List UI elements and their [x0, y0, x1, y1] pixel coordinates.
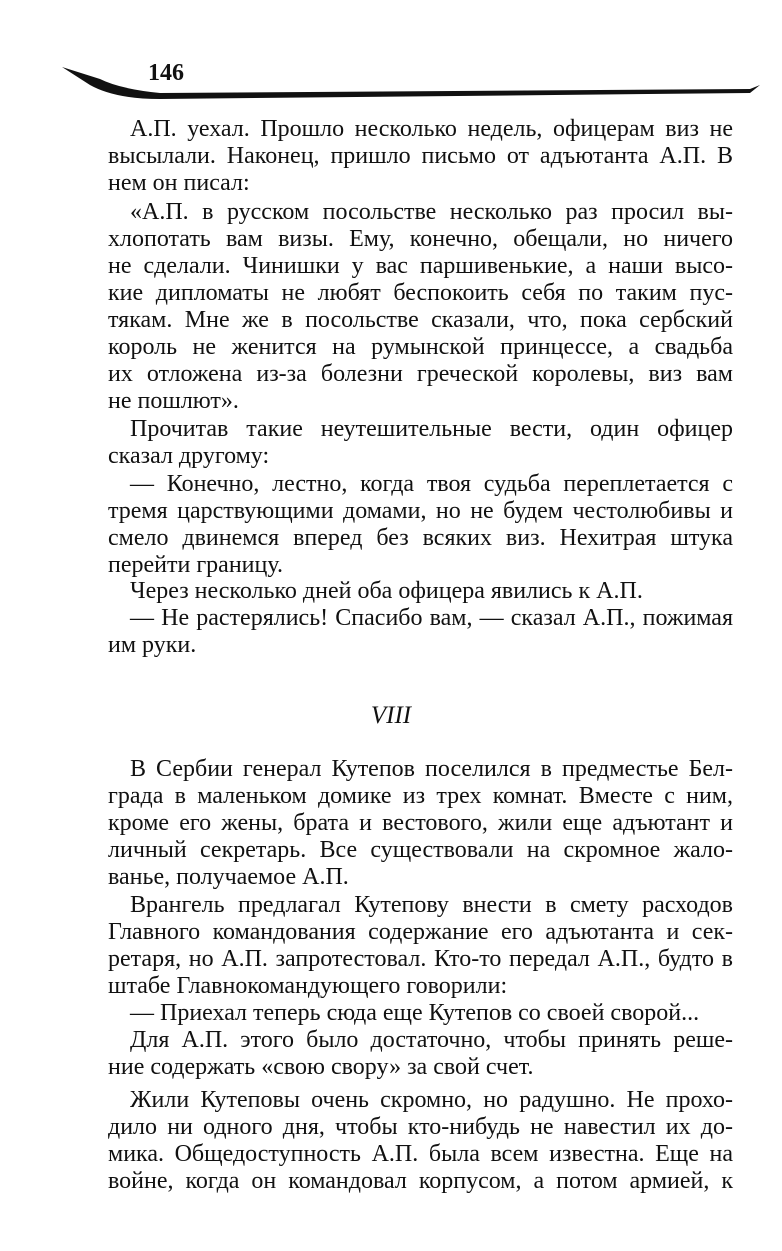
text-line: перейти границу.	[108, 552, 283, 578]
text-line: тремя царствующими домами, но не будем честолюбивы и	[108, 498, 733, 524]
text-line: Жили Кутеповы очень скромно, но радушно. Не прохо-	[130, 1087, 733, 1113]
text-line: Прочитав такие неутешительные вести, один офицер	[130, 416, 733, 442]
chapter-heading: VIII	[370, 702, 412, 729]
text-line: Через несколько дней оба офицера явились к А.П.	[130, 578, 643, 604]
text-line: не пошлют».	[108, 388, 239, 414]
text-line: сказал другому:	[108, 443, 270, 469]
text-line: дило ни одного дня, чтобы кто-нибудь не навестил их до-	[108, 1114, 733, 1140]
text-line: ние содержать «свою свору» за свой счет.	[108, 1054, 534, 1080]
text-line: ванье, получаемое А.П.	[108, 864, 349, 890]
text-line: войне, когда он командовал корпусом, а потом армией, к	[108, 1168, 733, 1194]
text-line: штабе Главнокомандующего говорили:	[108, 973, 508, 999]
text-line: личный секретарь. Все существовали на скромное жало-	[108, 837, 733, 863]
text-line: — Приехал теперь сюда еще Кутепов со своей сворой...	[130, 1000, 700, 1026]
text-line: В Сербии генерал Кутепов поселился в предместье Бел-	[130, 756, 733, 782]
text-line: высылали. Наконец, пришло письмо от адъютанта А.П. В	[108, 143, 733, 169]
text-line: Для А.П. этого было достаточно, чтобы принять реше-	[130, 1027, 733, 1053]
text-line: король не женится на румынской принцессе, а свадьба	[108, 334, 733, 360]
text-line: тякам. Мне же в посольстве сказали, что, пока сербский	[108, 307, 733, 333]
text-line: кие дипломаты не любят беспокоить себя по таким пус-	[108, 280, 733, 306]
text-line: — Не растерялись! Спасибо вам, — сказал А.П., пожимая	[130, 605, 733, 631]
text-line: ретаря, но А.П. запротестовал. Кто-то передал А.П., будто в	[108, 946, 733, 972]
text-line: — Конечно, лестно, когда твоя судьба переплетается с	[130, 471, 733, 497]
text-line: града в маленьком домике из трех комнат. Вместе с ним,	[108, 783, 733, 809]
page-number: 146	[148, 60, 184, 86]
text-line: мика. Общедоступность А.П. была всем известна. Еще на	[108, 1141, 733, 1167]
text-line: смело двинемся вперед без всяких виз. Нехитрая штука	[108, 525, 733, 551]
text-line: не сделали. Чинишки у вас паршивенькие, а наши высо-	[108, 253, 733, 279]
text-line: хлопотать вам визы. Ему, конечно, обещали, но ничего	[108, 226, 733, 252]
text-line: им руки.	[108, 632, 197, 658]
text-line: Врангель предлагал Кутепову внести в смету расходов	[130, 892, 733, 918]
text-line: А.П. уехал. Прошло несколько недель, офицерам виз не	[130, 116, 733, 142]
text-line: нем он писал:	[108, 170, 250, 196]
text-line: кроме его жены, брата и вестового, жили еще адъютант и	[108, 810, 733, 836]
text-line: Главного командования содержание его адъютанта и сек-	[108, 919, 733, 945]
text-line: их отложена из-за болезни греческой королевы, виз вам	[108, 361, 733, 387]
text-line: «А.П. в русском посольстве несколько раз просил вы-	[130, 199, 733, 225]
